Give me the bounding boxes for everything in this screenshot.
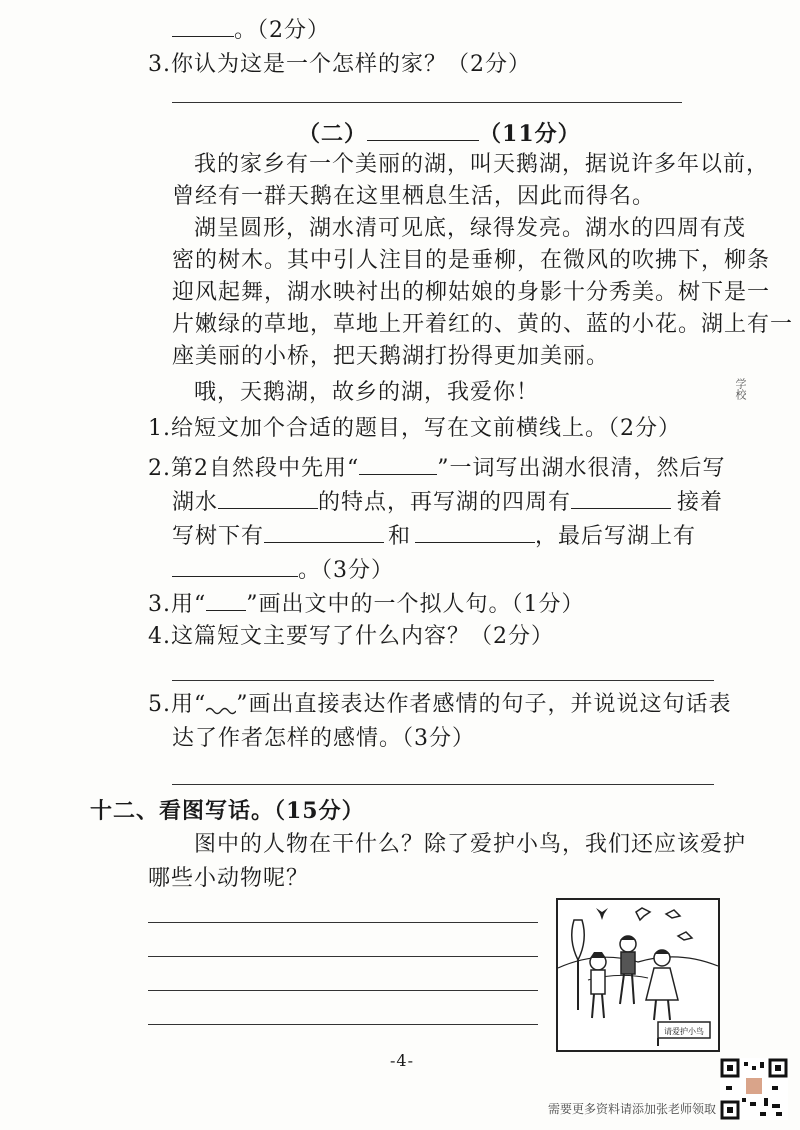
q2-text-e: 接着 — [677, 490, 724, 515]
q2-blank-1[interactable] — [359, 452, 437, 475]
q2-blank-2[interactable] — [218, 486, 318, 509]
writing-line-1[interactable] — [148, 922, 538, 923]
q2-blank-4[interactable] — [264, 520, 384, 543]
prev-answer-blank[interactable] — [172, 14, 234, 37]
passage-p2-line1: 湖呈圆形，湖水清可见底，绿得发亮。湖水的四周有茂 — [194, 216, 747, 241]
passage-p2-line5: 座美丽的小桥，把天鹅湖打扮得更加美丽。 — [172, 344, 610, 369]
q2-text-b: ”一词写出湖水很清，然后写 — [437, 456, 726, 481]
q2-text-c: 湖水 — [172, 490, 219, 515]
illustration-drawing — [558, 900, 718, 1050]
margin-note: 学校 — [734, 378, 747, 400]
question-1: 1.给短文加个合适的题目，写在文前横线上。（2分） — [148, 416, 681, 441]
qr-code-icon[interactable] — [720, 1058, 788, 1120]
passage-p1-line1: 我的家乡有一个美丽的湖，叫天鹅湖，据说许多年以前， — [194, 152, 770, 177]
q2-text-a: 2.第2自然段中先用“ — [148, 456, 360, 481]
q3-text-b: ”画出文中的一个拟人句。（1分） — [246, 592, 585, 617]
q2-blank-3[interactable] — [571, 486, 671, 509]
passage-p2-line2: 密的树木。其中引人注目的是垂柳，在微风的吹拂下，柳条 — [172, 248, 771, 273]
q5-text-a: 5.用“ — [148, 692, 207, 717]
page-number: -4- — [390, 1051, 414, 1070]
prev-answer-line — [172, 14, 330, 46]
question-3 — [148, 588, 585, 620]
footer-note: 需要更多资料请添加张老师领取 — [548, 1102, 717, 1116]
q5-text-b: ”画出直接表达作者感情的句子，并说说这句话表 — [236, 692, 732, 717]
qr-code-graphic — [720, 1058, 788, 1120]
question-4: 4.这篇短文主要写了什么内容？（2分） — [148, 624, 554, 649]
q2-text-f: 写树下有 — [172, 524, 265, 549]
q2-text-d: 的特点，再写湖的四周有 — [318, 490, 572, 515]
section-2-score: （11分） — [479, 121, 581, 147]
question-5-line2: 达了作者怎样的感情。（3分） — [172, 726, 475, 751]
writing-line-2[interactable] — [148, 956, 538, 957]
wavy-line-icon — [206, 703, 236, 715]
prev-q3-answer-line[interactable] — [172, 102, 682, 103]
q2-blank-6[interactable] — [172, 554, 298, 577]
q2-text-g: 和 — [388, 524, 412, 549]
q5-answer-line[interactable] — [172, 784, 714, 785]
question-5-line1 — [148, 690, 732, 720]
section-12-prompt-line1: 图中的人物在干什么？除了爱护小鸟，我们还应该爱护 — [194, 832, 747, 857]
q3-underline-sample — [206, 588, 246, 611]
passage-p1-line2: 曾经有一群天鹅在这里栖息生活，因此而得名。 — [172, 184, 656, 209]
writing-line-4[interactable] — [148, 1024, 538, 1025]
q2-text-i: 。（3分） — [298, 558, 394, 583]
passage-p2-line3: 迎风起舞，湖水映衬出的柳姑娘的身影十分秀美。树下是一 — [172, 280, 771, 305]
question-2-line2 — [172, 486, 723, 518]
prev-answer-score: 。（2分） — [234, 18, 330, 43]
question-2-line3 — [172, 520, 696, 552]
q2-blank-5[interactable] — [415, 520, 535, 543]
section-2-heading — [298, 118, 581, 149]
section-12-prompt-line2: 哪些小动物呢？ — [148, 866, 310, 891]
writing-line-3[interactable] — [148, 990, 538, 991]
section-2-prefix: （二） — [298, 121, 368, 147]
illustration-children-birds — [556, 898, 720, 1052]
title-blank[interactable] — [367, 118, 479, 141]
passage-p3: 哦，天鹅湖，故乡的湖，我爱你！ — [194, 380, 540, 405]
q2-text-h: ，最后写湖上有 — [535, 524, 697, 549]
sign-text: 请爱护小鸟 — [664, 1027, 704, 1036]
question-2-line1 — [148, 452, 726, 484]
question-2-line4 — [172, 554, 394, 586]
prev-question-3: 3.你认为这是一个怎样的家？（2分） — [148, 52, 531, 77]
q4-answer-line[interactable] — [172, 680, 714, 681]
section-12-title: 十二、看图写话。（15分） — [90, 798, 365, 824]
q3-text-a: 3.用“ — [148, 592, 207, 617]
passage-p2-line4: 片嫩绿的草地，草地上开着红的、黄的、蓝的小花。湖上有一 — [172, 312, 794, 337]
